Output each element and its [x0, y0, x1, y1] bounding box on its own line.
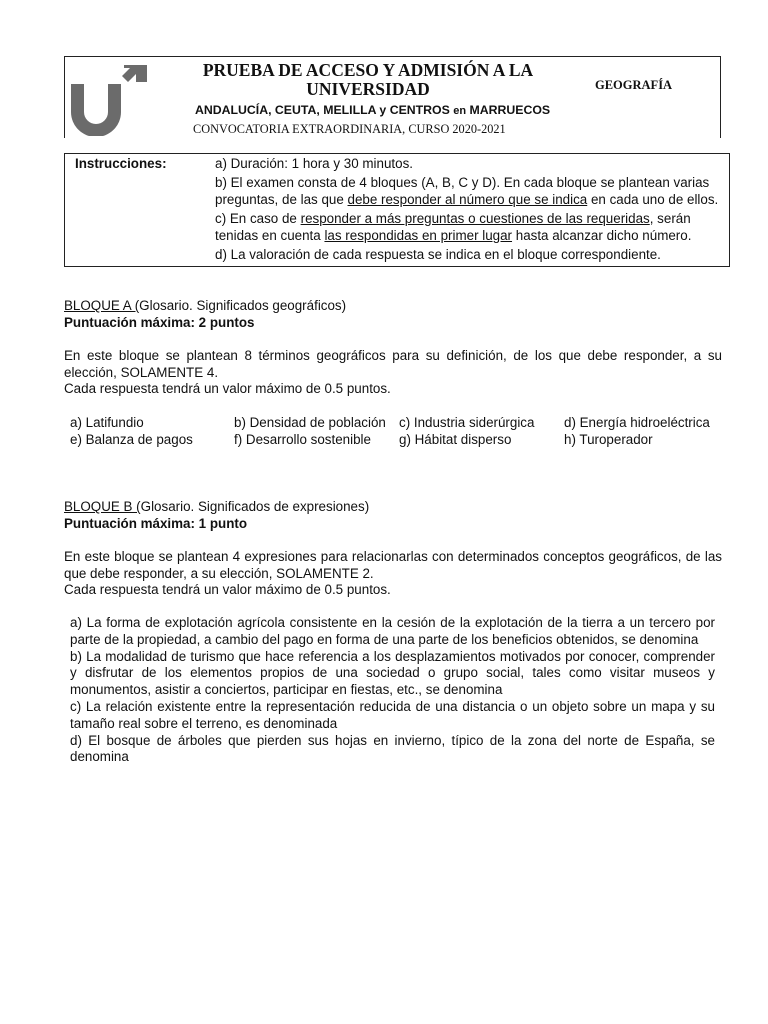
instructions-label: Instrucciones: — [75, 156, 167, 171]
list-item: d) El bosque de árboles que pierden sus hojas en invierno, típico de la zona del norte de España, se denomina — [70, 732, 715, 765]
instruction-c: c) En caso de responder a más preguntas o cuestiones de las requeridas, serán tenidas en cuenta las respondidas en primer lugar hasta alcanzar dicho número. — [215, 210, 692, 243]
term-item: c) Industria siderúrgica — [399, 415, 535, 430]
terms-row — [70, 415, 730, 432]
term-item: g) Hábitat disperso — [399, 431, 512, 447]
block-b-value: Cada respuesta tendrá un valor máximo de 0.5 puntos. — [64, 582, 391, 598]
terms-row — [70, 432, 730, 449]
instructions-box — [64, 153, 730, 267]
block-a-title: BLOQUE A (Glosario. Significados geográficos) — [64, 298, 347, 313]
block-a-score: Puntuación máxima: 2 puntos — [64, 314, 255, 330]
block-a-value: Cada respuesta tendrá un valor máximo de 0.5 puntos. — [64, 381, 391, 397]
term-item: b) Densidad de población — [234, 415, 386, 430]
instruction-b: b) El examen consta de 4 bloques (A, B, C y D). En cada bloque se plantean varias preguntas, de las que debe responder al número que se indica en cada uno de ellos. — [215, 174, 719, 207]
university-logo-icon — [71, 60, 147, 136]
exam-region: ANDALUCÍA, CEUTA, MELILLA y CENTROS en MARRUECOS — [195, 103, 551, 117]
term-item: d) Energía hidroeléctrica — [564, 415, 710, 430]
list-item: c) La relación existente entre la representación reducida de una distancia o un objeto sobre un mapa y su tamaño real sobre el terreno, es denominada — [70, 698, 715, 731]
block-a-heading — [64, 298, 722, 331]
block-a-intro: En este bloque se plantean 8 términos geográficos para su definición, de los que debe responder, a su elección, SOLAMENTE 4. Cada respuesta tendrá un valor máximo de 0.5 puntos. — [64, 348, 722, 397]
exam-header — [64, 56, 721, 138]
term-item: e) Balanza de pagos — [70, 431, 193, 447]
block-b-title: BLOQUE B (Glosario. Significados de expresiones) — [64, 499, 370, 514]
block-b-score: Puntuación máxima: 1 punto — [64, 515, 248, 531]
block-b-intro: En este bloque se plantean 4 expresiones para relacionarlas con determinados conceptos geográficos, de las que debe responder, a su elección, SOLAMENTE 2. Cada respuesta tendrá un valor máximo de 0.5 puntos. — [64, 549, 722, 598]
instructions-list — [215, 155, 723, 263]
term-item: h) Turoperador — [564, 431, 653, 447]
exam-subject: GEOGRAFÍA — [595, 78, 673, 92]
term-item: f) Desarrollo sostenible — [234, 431, 371, 447]
term-item: a) Latifundio — [70, 415, 144, 430]
list-item: a) La forma de explotación agrícola consistente en la cesión de la explotación de la tierra a un tercero por parte de la propiedad, a cambio del pago en forma de una parte de los beneficios obtenidos, se denomina — [70, 615, 715, 647]
block-b-heading — [64, 499, 722, 532]
instruction-a: a) Duración: 1 hora y 30 minutos. — [215, 156, 413, 171]
list-item: b) La modalidad de turismo que hace referencia a los desplazamientos motivados por conocer, comprender y disfrutar de los elementos propios de una sociedad o grupo social, tales como visitar museos y monumentos, asistir a conciertos, participar en fiestas, etc., se denomina — [70, 648, 715, 698]
instruction-d: d) La valoración de cada respuesta se indica en el bloque correspondiente. — [215, 246, 661, 262]
block-a-terms — [70, 415, 730, 448]
block-b-items — [70, 615, 715, 766]
exam-title: PRUEBA DE ACCESO Y ADMISIÓN A LA UNIVERSIDAD — [202, 60, 534, 99]
exam-session: CONVOCATORIA EXTRAORDINARIA, CURSO 2020-2021 — [193, 122, 506, 136]
